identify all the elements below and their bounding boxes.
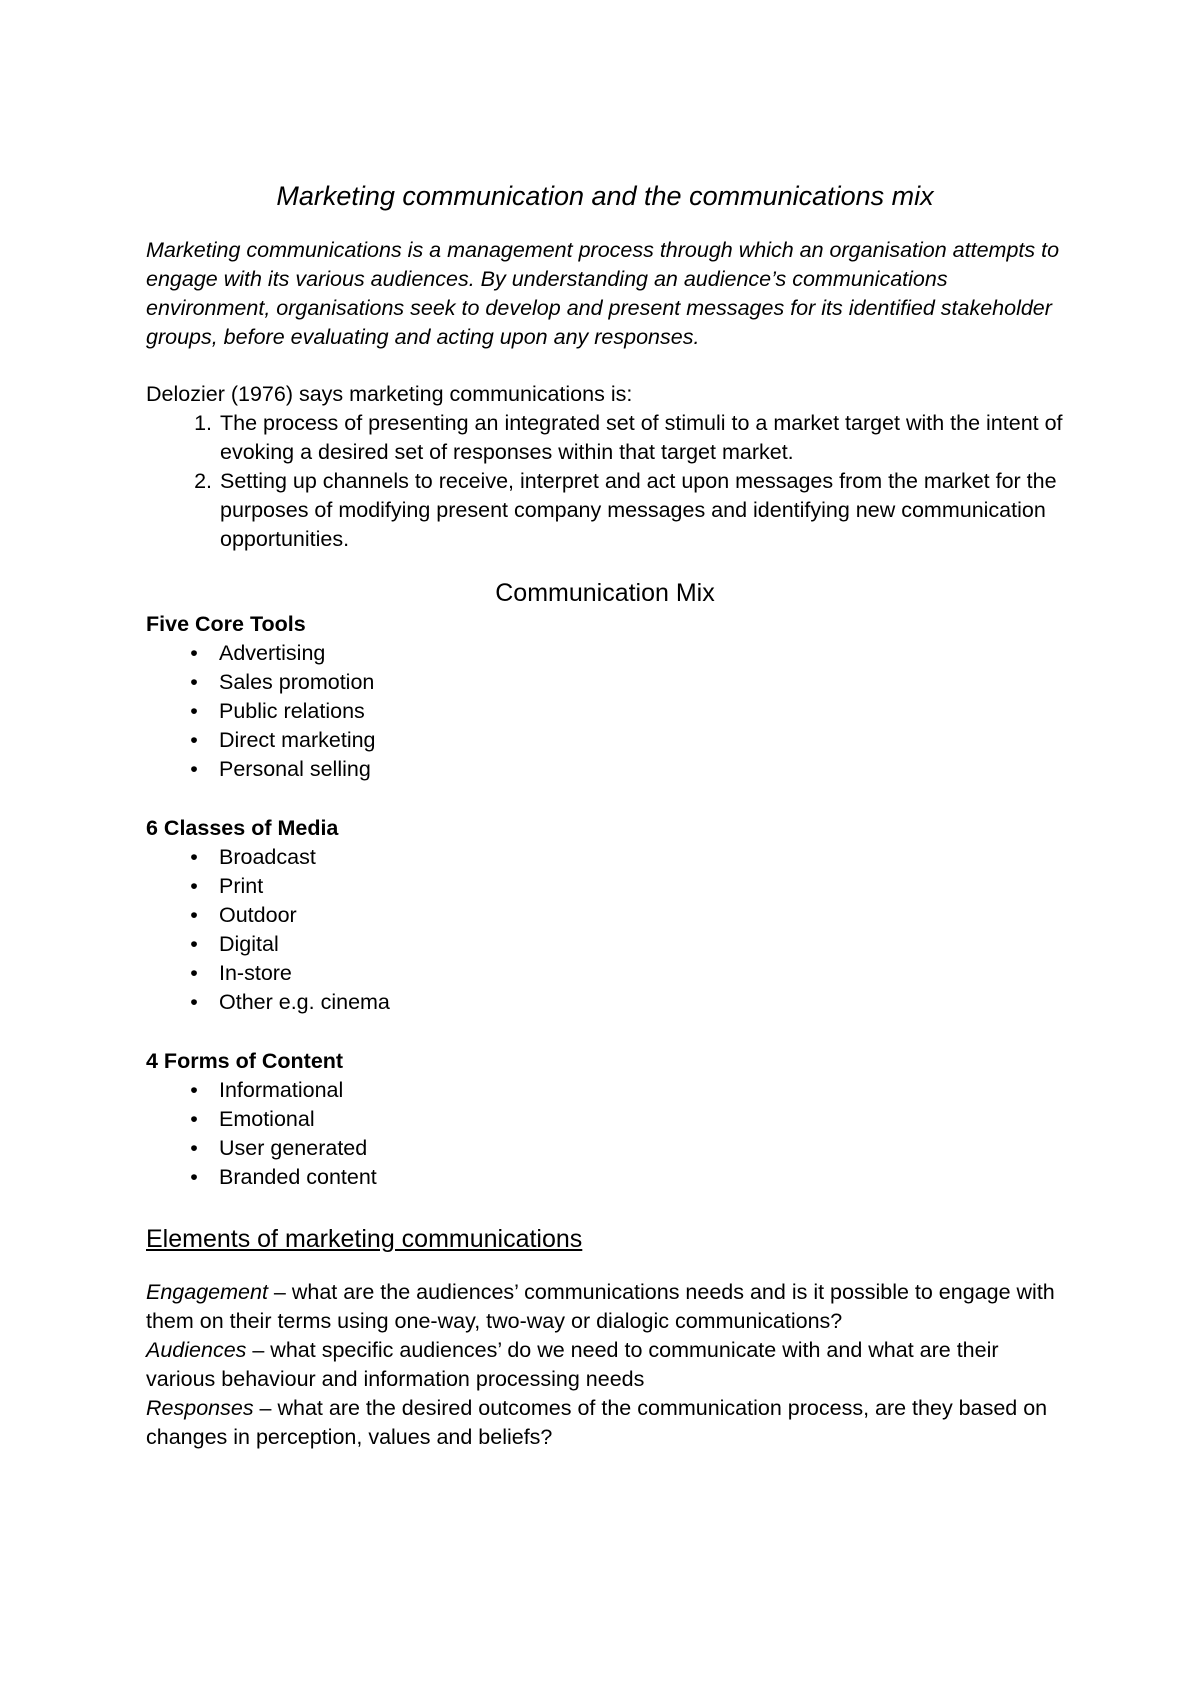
delozier-lead: Delozier (1976) says marketing communications is: [146,382,633,406]
list-item-label: Digital [219,932,279,956]
list-item [146,755,1064,784]
bullet-icon: • [190,874,198,898]
list-item-label: Direct marketing [219,728,376,752]
list-item-label: Branded content [219,1165,377,1189]
list-item-label: Outdoor [219,903,297,927]
bullet-icon: • [190,961,198,985]
media-classes-heading: 6 Classes of Media [146,816,339,840]
bullet-icon: • [190,845,198,869]
list-item [146,843,1064,872]
content-forms-list [146,1076,1064,1192]
elements-heading: Elements of marketing communications [146,1225,583,1253]
bullet-icon: • [190,670,198,694]
bullet-icon: • [190,1136,198,1160]
bullet-icon: • [190,1165,198,1189]
content-forms-section [146,1047,1064,1192]
list-item-label: Public relations [219,699,365,723]
list-item [146,901,1064,930]
list-item [146,1076,1064,1105]
list-item [146,697,1064,726]
element-description: – what specific audiences’ do we need to communicate with and what are their various behaviour and information processing needs [146,1338,999,1391]
list-item-label: Sales promotion [219,670,375,694]
content-forms-heading: 4 Forms of Content [146,1049,344,1073]
list-item [146,930,1064,959]
list-item [146,1163,1064,1192]
core-tools-section [146,610,1064,784]
element-description: – what are the desired outcomes of the communication process, are they based on changes in perception, values and beliefs? [146,1396,1048,1449]
bullet-icon: • [190,1107,198,1131]
delozier-point: 2. Setting up channels to receive, interpret and act upon messages from the market for the purposes of modifying present company messages and identifying new communication opportunities. [218,467,1064,554]
delozier-list [146,409,1064,554]
list-item-label: User generated [219,1136,368,1160]
list-item [146,988,1064,1017]
list-item-label: Informational [219,1078,344,1102]
list-item [146,639,1064,668]
list-item [146,726,1064,755]
element-term: Engagement [146,1280,268,1304]
bullet-icon: • [190,990,198,1014]
list-item [146,1134,1064,1163]
delozier-point: 1. The process of presenting an integrated set of stimuli to a market target with the intent of evoking a desired set of responses within that target market. [218,409,1064,467]
element-term: Responses [146,1396,254,1420]
intro-paragraph: Marketing communications is a management process through which an organisation attempts to engage with its various audiences. By understanding an audience’s communications environment, organisations seek to develop and present messages for its identified stakeholder groups, before evaluating and acting upon any responses. [146,238,1060,349]
list-item-label: Personal selling [219,757,371,781]
document-title: Marketing communication and the communications mix [276,181,934,211]
elements-section [146,1278,1064,1452]
list-item [146,959,1064,988]
element-term: Audiences [146,1338,247,1362]
list-item-label: Advertising [219,641,326,665]
element-engagement [146,1278,1064,1336]
bullet-icon: • [190,641,198,665]
list-item-label: In-store [219,961,292,985]
bullet-icon: • [190,757,198,781]
list-item-label: Other e.g. cinema [219,990,390,1014]
core-tools-heading: Five Core Tools [146,612,306,636]
list-item-label: Print [219,874,264,898]
list-item [146,1105,1064,1134]
list-item [146,872,1064,901]
bullet-icon: • [190,1078,198,1102]
media-classes-section [146,814,1064,1017]
bullet-icon: • [190,699,198,723]
list-item-label: Broadcast [219,845,316,869]
communication-mix-heading: Communication Mix [495,579,715,607]
list-item [146,668,1064,697]
media-classes-list [146,843,1064,1017]
core-tools-list [146,639,1064,784]
bullet-icon: • [190,903,198,927]
document-page [146,178,1064,1452]
list-item-label: Emotional [219,1107,315,1131]
element-description: – what are the audiences’ communications needs and is it possible to engage with them on their terms using one-way, two-way or dialogic communications? [146,1280,1055,1333]
element-responses [146,1394,1064,1452]
bullet-icon: • [190,932,198,956]
bullet-icon: • [190,728,198,752]
element-audiences [146,1336,1064,1394]
